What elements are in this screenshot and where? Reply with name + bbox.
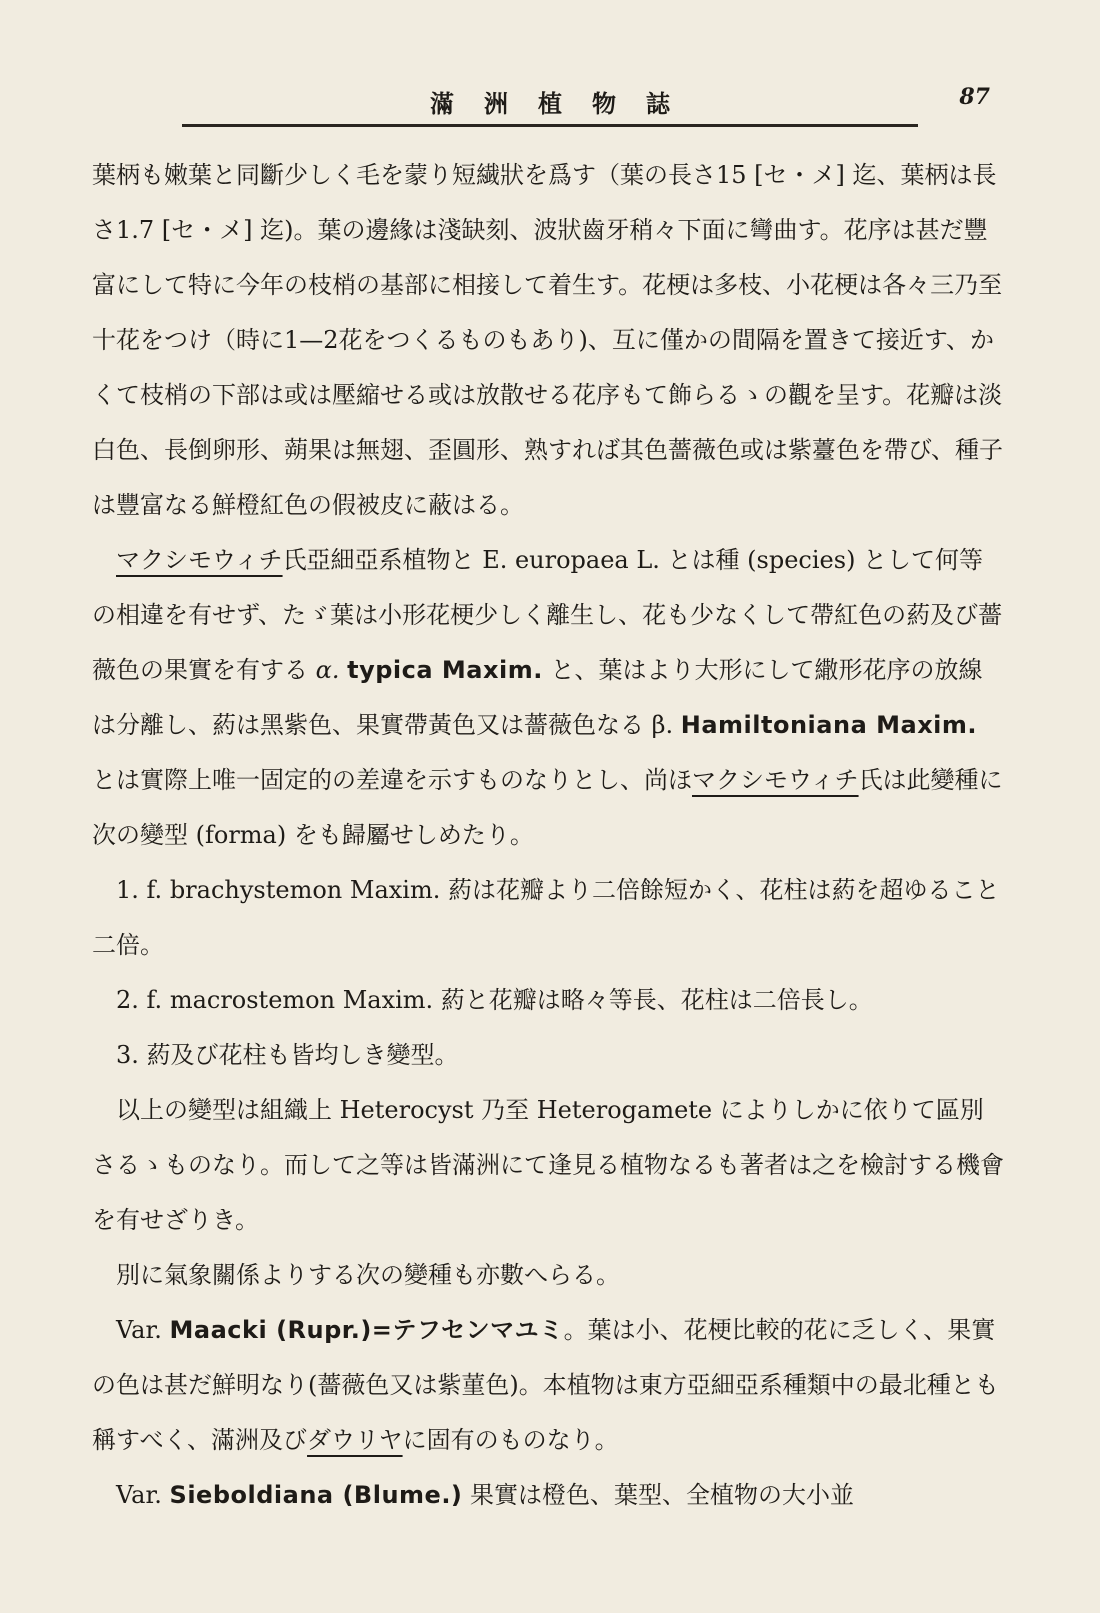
var-label: Var. [116, 1316, 170, 1344]
text-run: 。葉は小、花梗比較的花に乏しく、果實の色は甚だ鮮明なり(薔薇色又は紫菫色)。本植物は東方亞細亞系種類中の最北種とも稱すべく、滿洲及び [92, 1316, 999, 1454]
person-name-maximowicz-2: マクシモウィチ [692, 766, 859, 794]
text-run: 氏亞細亞系植物と E. europaea L. とは種 (species) として何等の相違を有せず、たゞ葉は小形花梗少しく離生し、花も少なくして帶紅色の葯及び薔薇色の果實を有する [92, 546, 1003, 684]
japanese-name-maacki: =テフセンマユミ [371, 1316, 564, 1344]
taxon-typica: typica Maxim. [347, 656, 543, 684]
taxon-hamiltoniana: Hamiltoniana Maxim. [680, 711, 978, 739]
taxon-maacki: Maacki (Rupr.) [169, 1316, 372, 1344]
place-name-dauria: ダウリヤ [307, 1426, 403, 1454]
paragraph-forms-note: 以上の變型は組織上 Heterocyst 乃至 Heterogamete によりしかに依りて區別さるゝものなり。而して之等は皆滿洲にて逢見る植物なるも著者は之を檢討する機會を有せざりき。 [92, 1096, 1004, 1234]
text-run: に固有のものなり。 [402, 1426, 619, 1454]
taxon-sieboldiana: Sieboldiana (Blume.) [169, 1481, 463, 1509]
text-run: と、葉はより大形にして繖形花序の放線は分離し、葯は黑紫色、果實帶黃色又は薔薇色なる β. [92, 656, 983, 739]
form-item-2: 2. f. macrostemon Maxim. 葯と花瓣は略々等長、花柱は二倍長し。 [116, 986, 873, 1014]
text-run: 氏は此變種に次の變型 (forma) をも歸屬せしめたり。 [92, 766, 1003, 849]
running-title: 滿洲植物誌 [430, 89, 700, 118]
text-run: 果實は橙色、葉型、全植物の大小並 [462, 1481, 855, 1509]
page-number: 87 [959, 84, 990, 110]
header-rule [182, 124, 918, 127]
paragraph-leaf-description: 葉柄も嫩葉と同斷少しく毛を蒙り短繊狀を爲す（葉の長さ15 [セ・メ] 迄、葉柄は長さ1.7 [セ・メ] 迄)。葉の邊緣は淺缺刻、波狀齒牙稍々下面に彎曲す。花序は甚だ豐富にして特に今年の枝梢の基部に相接して着生す。花梗は多枝、小花梗は各々三乃至十花をつけ（時に1—2花をつくるものもあり)、互に僅かの間隔を置きて接近す、かくて枝梢の下部は或は壓縮せる或は放散せる花序もて飾らるゝの觀を呈す。花瓣は淡白色、長倒卵形、蒴果は無翅、歪圓形、熟すれば其色薔薇色或は紫薹色を帶び、種子は豐富なる鮮橙紅色の假被皮に蔽はる。 [92, 161, 1004, 519]
body-text [92, 148, 1004, 1523]
paragraph-maximowicz [92, 533, 1004, 863]
greek-alpha: α. [315, 656, 348, 684]
form-item-3: 3. 葯及び花柱も皆均しき變型。 [116, 1041, 459, 1069]
paragraph-var-maacki [92, 1303, 1004, 1468]
form-item-1: 1. f. brachystemon Maxim. 葯は花瓣より二倍餘短かく、花柱は葯を超ゆること二倍。 [92, 876, 1000, 959]
text-run: とは實際上唯一固定的の差違を示すものなりとし、尚ほ [92, 766, 692, 794]
paragraph-varieties-intro: 別に氣象關係よりする次の變種も亦數へらる。 [116, 1261, 620, 1289]
person-name-maximowicz: マクシモウィチ [116, 546, 283, 574]
var-label: Var. [116, 1481, 170, 1509]
page-header [180, 78, 990, 124]
paragraph-var-sieboldiana [92, 1468, 1004, 1523]
